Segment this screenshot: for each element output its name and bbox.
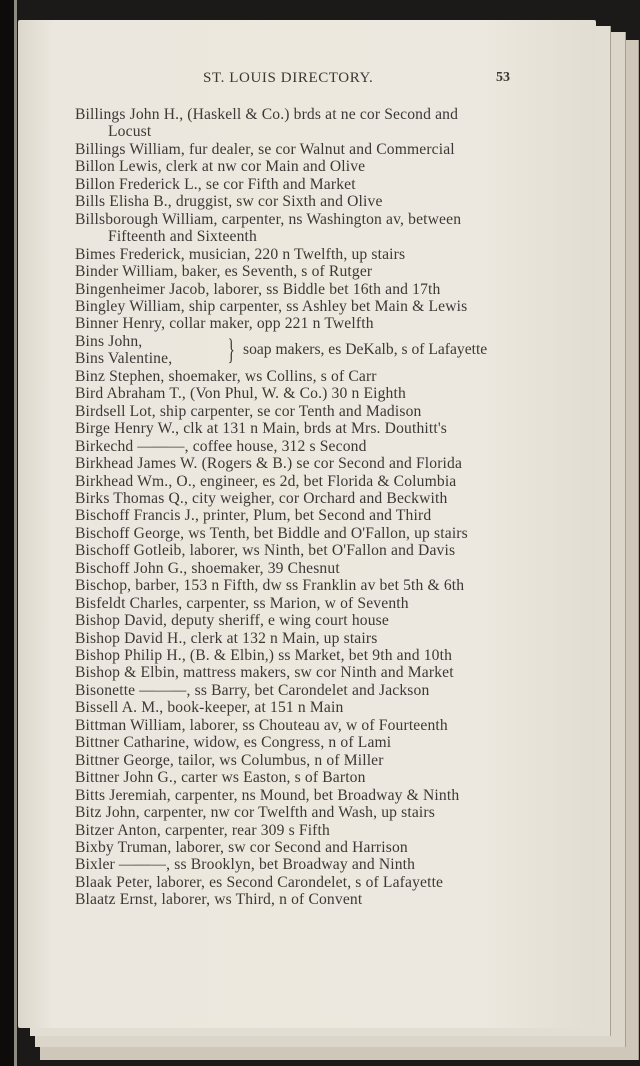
directory-entry: Bittner John G., carter ws Easton, s of Barton bbox=[75, 769, 366, 787]
directory-entry: Bishop David, deputy sheriff, e wing court house bbox=[75, 612, 389, 630]
page-title: ST. LOUIS DIRECTORY. bbox=[203, 70, 374, 86]
directory-page bbox=[18, 20, 596, 1028]
directory-entry: Birkechd ———, coffee house, 312 s Second bbox=[75, 437, 367, 455]
directory-entry: Bishop David H., clerk at 132 n Main, up stairs bbox=[75, 629, 378, 647]
directory-entry: Blaak Peter, laborer, es Second Carondelet, s of Lafayette bbox=[75, 873, 444, 891]
directory-entry: Billings John H., (Haskell & Co.) brds at ne cor Second and bbox=[75, 106, 459, 123]
page-gutter-edge bbox=[14, 0, 17, 1066]
directory-entry: Bischoff Francis J., printer, Plum, bet Second and Third bbox=[75, 507, 432, 525]
directory-entry: Birkhead James W. (Rogers & B.) se cor Second and Florida bbox=[75, 455, 463, 473]
directory-entry-group bbox=[75, 333, 545, 368]
directory-entry: Bitzer Anton, carpenter, rear 309 s Fifth bbox=[75, 821, 330, 839]
directory-entry: Billsborough William, carpenter, ns Washington av, between bbox=[75, 210, 462, 228]
directory-entry: Bissell A. M., book-keeper, at 151 n Main bbox=[75, 699, 344, 717]
directory-entry: Bisfeldt Charles, carpenter, ss Marion, w of Seventh bbox=[75, 594, 409, 612]
directory-entry: Bittner Catharine, widow, es Congress, n of Lami bbox=[75, 734, 392, 752]
directory-entry: Binz Stephen, shoemaker, ws Collins, s of Carr bbox=[75, 367, 377, 385]
directory-entry: Birks Thomas Q., city weigher, cor Orchard and Beckwith bbox=[75, 489, 448, 507]
directory-entry: Bittner George, tailor, ws Columbus, n of Miller bbox=[75, 751, 384, 769]
directory-entry: Billings William, fur dealer, se cor Walnut and Commercial bbox=[75, 140, 455, 158]
directory-entry: Bitz John, carpenter, nw cor Twelfth and Wash, up stairs bbox=[75, 804, 435, 822]
directory-entry: Billon Frederick L., se cor Fifth and Market bbox=[75, 175, 356, 193]
directory-entry: Birkhead Wm., O., engineer, es 2d, bet Florida & Columbia bbox=[75, 472, 457, 490]
directory-entry: Bingley William, ship carpenter, ss Ashley bet Main & Lewis bbox=[75, 297, 468, 315]
directory-entry: Birdsell Lot, ship carpenter, se cor Tenth and Madison bbox=[75, 402, 422, 420]
directory-entry: Bishop & Elbin, mattress makers, sw cor Ninth and Market bbox=[75, 664, 454, 682]
entries-after bbox=[75, 368, 545, 909]
directory-entry: Bischoff John G., shoemaker, 39 Chesnut bbox=[75, 559, 340, 577]
directory-entry: Bird Abraham T., (Von Phul, W. & Co.) 30 n Eighth bbox=[75, 385, 406, 403]
entries-before bbox=[75, 106, 545, 333]
directory-entry: Binner Henry, collar maker, opp 221 n Twelfth bbox=[75, 315, 374, 333]
directory-entry: Bills Elisha B., druggist, sw cor Sixth and Olive bbox=[75, 193, 383, 211]
directory-entry: Binder William, baker, es Seventh, s of Rutger bbox=[75, 263, 373, 281]
entry-name: Bins John, bbox=[75, 332, 143, 350]
directory-entry: Billon Lewis, clerk at nw cor Main and Olive bbox=[75, 158, 366, 176]
entry-detail: soap makers, es DeKalb, s of Lafayette bbox=[243, 340, 488, 358]
directory-entry: Bischoff Gotleib, laborer, ws Ninth, bet O'Fallon and Davis bbox=[75, 542, 456, 560]
directory-entry: Bittman William, laborer, ss Chouteau av, w of Fourteenth bbox=[75, 716, 448, 734]
directory-entry: Bishop Philip H., (B. & Elbin,) ss Market, bet 9th and 10th bbox=[75, 647, 453, 665]
directory-entry: Birge Henry W., clk at 131 n Main, brds at Mrs. Douthitt's bbox=[75, 420, 448, 438]
directory-listing bbox=[75, 106, 545, 909]
directory-entry: Bisonette ———, ss Barry, bet Carondelet and Jackson bbox=[75, 681, 430, 699]
directory-entry: Bixby Truman, laborer, sw cor Second and Harrison bbox=[75, 839, 408, 857]
directory-entry: Bimes Frederick, musician, 220 n Twelfth, up stairs bbox=[75, 245, 406, 263]
directory-entry: Bixler ———, ss Brooklyn, bet Broadway and Ninth bbox=[75, 856, 416, 874]
page-number: 53 bbox=[496, 70, 510, 85]
directory-entry: Bischoff George, ws Tenth, bet Biddle and O'Fallon, up stairs bbox=[75, 524, 468, 542]
directory-entry-continuation: Locust bbox=[108, 123, 152, 141]
directory-entry: Bischop, barber, 153 n Fifth, dw ss Franklin av bet 5th & 6th bbox=[75, 577, 465, 595]
book-spine-shadow bbox=[0, 0, 14, 1066]
running-header bbox=[18, 70, 596, 90]
directory-entry: Bitts Jeremiah, carpenter, ns Mound, bet Broadway & Ninth bbox=[75, 786, 460, 804]
directory-entry-continuation: Fifteenth and Sixteenth bbox=[108, 228, 257, 246]
directory-entry: Blaatz Ernst, laborer, ws Third, n of Convent bbox=[75, 891, 363, 909]
brace-mark: } bbox=[227, 332, 235, 366]
directory-entry: Bingenheimer Jacob, laborer, ss Biddle bet 16th and 17th bbox=[75, 280, 441, 298]
entry-name: Bins Valentine, bbox=[75, 350, 173, 368]
